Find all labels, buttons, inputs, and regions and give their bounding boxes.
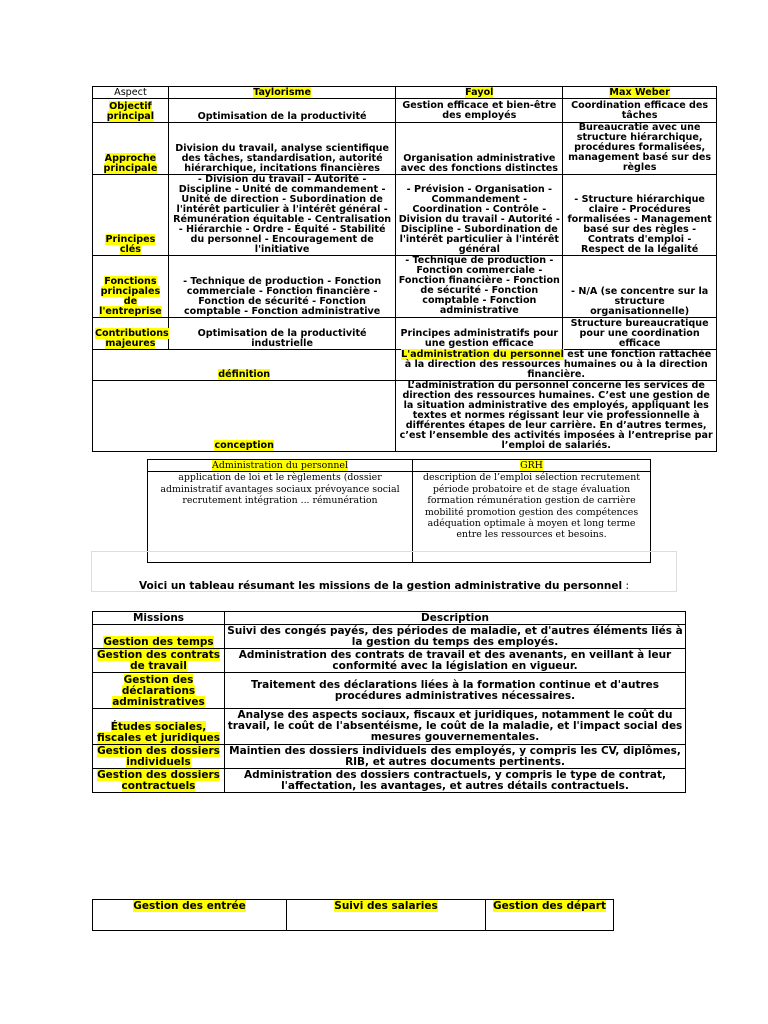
row-approche <box>93 123 717 175</box>
mission-label: Études sociales, fiscales et juridiques <box>93 709 225 745</box>
cell-fayol: Principes administratifs pour une gestion efficace <box>396 318 563 350</box>
cell-fayol: Organisation administrative avec des fonctions distinctes <box>396 123 563 175</box>
cell-fayol: Gestion efficace et bien-être des employés <box>396 99 563 123</box>
mission-label: Gestion des dossiers contractuels <box>93 769 225 793</box>
mission-row <box>93 709 686 745</box>
cell-suivi-salaries: Suivi des salaries <box>287 900 486 931</box>
cell-taylor: Optimisation de la productivité industrielle <box>168 318 396 350</box>
header-taylorisme: Taylorisme <box>168 87 396 99</box>
definition-label: définition <box>93 350 396 381</box>
header-missions: Missions <box>93 612 225 625</box>
mission-row <box>93 673 686 709</box>
row-label: Fonctions principales de l'entreprise <box>93 256 169 318</box>
cell-taylor: - Technique de production - Fonction commerciale - Fonction financière - Fonction de sécurité - Fonction comptable - Fonction administrative <box>168 256 396 318</box>
mission-label: Gestion des temps <box>93 625 225 649</box>
mission-row <box>93 649 686 673</box>
header-admin-personnel: Administration du personnel <box>148 460 413 472</box>
row-definition <box>93 350 717 381</box>
mission-desc: Analyse des aspects sociaux, fiscaux et juridiques, notamment le coût du travail, le coût de l'absentéisme, le coût de la maladie, et l'impact social des mesures gouvernementales. <box>225 709 686 745</box>
missions-table <box>92 611 686 793</box>
missions-header-row <box>93 612 686 625</box>
mission-desc: Administration des contrats de travail et des avenants, en veillant à leur conformité avec la législation en vigueur. <box>225 649 686 673</box>
cell-weber: Bureaucratie avec une structure hiérarchique, procédures formalisées, management basé sur des règles <box>563 123 717 175</box>
row-label: Principes clés <box>93 175 169 256</box>
conception-text: L’administration du personnel concerne les services de direction des ressources humaines. C’est une gestion de la situation administrative des employés, appliquant les textes et normes régissant leur vie professionnelle à différentes étapes de leur carrière. En d’autres termes, c’est l’ensemble des activités imposées à l’entreprise par l’emploi de salariés. <box>396 381 717 452</box>
header-fayol: Fayol <box>396 87 563 99</box>
mission-desc: Traitement des déclarations liées à la formation continue et d'autres procédures administratives nécessaires. <box>225 673 686 709</box>
mission-desc: Maintien des dossiers individuels des employés, y compris les CV, diplômes, RIB, et autres documents pertinents. <box>225 745 686 769</box>
row-contributions <box>93 318 717 350</box>
theories-header-row <box>93 87 717 99</box>
cell-weber: Coordination efficace des tâches <box>563 99 717 123</box>
row-conception <box>93 381 717 452</box>
theories-table <box>92 86 717 452</box>
header-aspect: Aspect <box>93 87 169 99</box>
mission-desc: Administration des dossiers contractuels, y compris le type de contrat, l'affectation, les avantages, et autres détails contractuels. <box>225 769 686 793</box>
mission-row <box>93 769 686 793</box>
row-label: Objectif principal <box>93 99 169 123</box>
definition-text: L'administration du personnel est une fonction rattachée à la direction des ressources humaines ou à la direction financière. <box>396 350 717 381</box>
header-grh: GRH <box>413 460 651 472</box>
mission-row <box>93 745 686 769</box>
cell-gestion-entree: Gestion des entrée <box>93 900 287 931</box>
mission-desc: Suivi des congés payés, des périodes de maladie, et d'autres éléments liés à la gestion du temps des employés. <box>225 625 686 649</box>
header-description: Description <box>225 612 686 625</box>
lifecycle-row <box>93 900 614 931</box>
row-objectif <box>93 99 717 123</box>
cell-weber: Structure bureaucratique pour une coordination efficace <box>563 318 717 350</box>
row-principes <box>93 175 717 256</box>
admin-vs-grh-table <box>147 459 651 563</box>
cell-gestion-depart: Gestion des départ <box>486 900 614 931</box>
admin-vs-grh-row <box>148 472 651 563</box>
cell-taylor: Division du travail, analyse scientifique des tâches, standardisation, autorité hiérarchique, incitations financières <box>168 123 396 175</box>
cell-fayol: - Prévision - Organisation - Commandement - Coordination - Contrôle - Division du travail - Autorité - Discipline - Subordination de l'intérêt particulier à l'intérêt général <box>396 175 563 256</box>
missions-intro: Voici un tableau résumant les missions de la gestion administrative du personnel : <box>138 580 630 592</box>
cell-fayol: - Technique de production - Fonction commerciale - Fonction financière - Fonction de sécurité - Fonction comptable - Fonction administrative <box>396 256 563 318</box>
mission-label: Gestion des contrats de travail <box>93 649 225 673</box>
cell-taylor: Optimisation de la productivité <box>168 99 396 123</box>
cell-taylor: - Division du travail - Autorité - Discipline - Unité de commandement - Unité de direction - Subordination de l'intérêt particulier à l'intérêt général - Rémunération équitable - Centralisation - Hiérarchie - Ordre - Équité - Stabilité du personnel - Encouragement de l'initiative <box>168 175 396 256</box>
admin-personnel-text: application de loi et le règlements (dossier administratif avantages sociaux prévoyance social recrutement intégration ... rémunération <box>148 472 413 563</box>
grh-text: description de l’emploi sélection recrutement période probatoire et de stage évaluation formation rémunération gestion de carrière mobilité promotion gestion des compétences adéquation optimale à moyen et long terme entre les ressources et besoins. <box>413 472 651 563</box>
conception-label: conception <box>93 381 396 452</box>
mission-row <box>93 625 686 649</box>
mission-label: Gestion des dossiers individuels <box>93 745 225 769</box>
mission-label: Gestion des déclarations administratives <box>93 673 225 709</box>
header-max-weber: Max Weber <box>563 87 717 99</box>
row-label: Contributions majeures <box>93 318 169 350</box>
row-fonctions <box>93 256 717 318</box>
cell-weber: - N/A (se concentre sur la structure organisationnelle) <box>563 256 717 318</box>
cell-weber: - Structure hiérarchique claire - Procédures formalisées - Management basé sur des règles - Contrats d'emploi - Respect de la légalité <box>563 175 717 256</box>
row-label: Approche principale <box>93 123 169 175</box>
admin-vs-grh-header <box>148 460 651 472</box>
lifecycle-table <box>92 899 614 931</box>
